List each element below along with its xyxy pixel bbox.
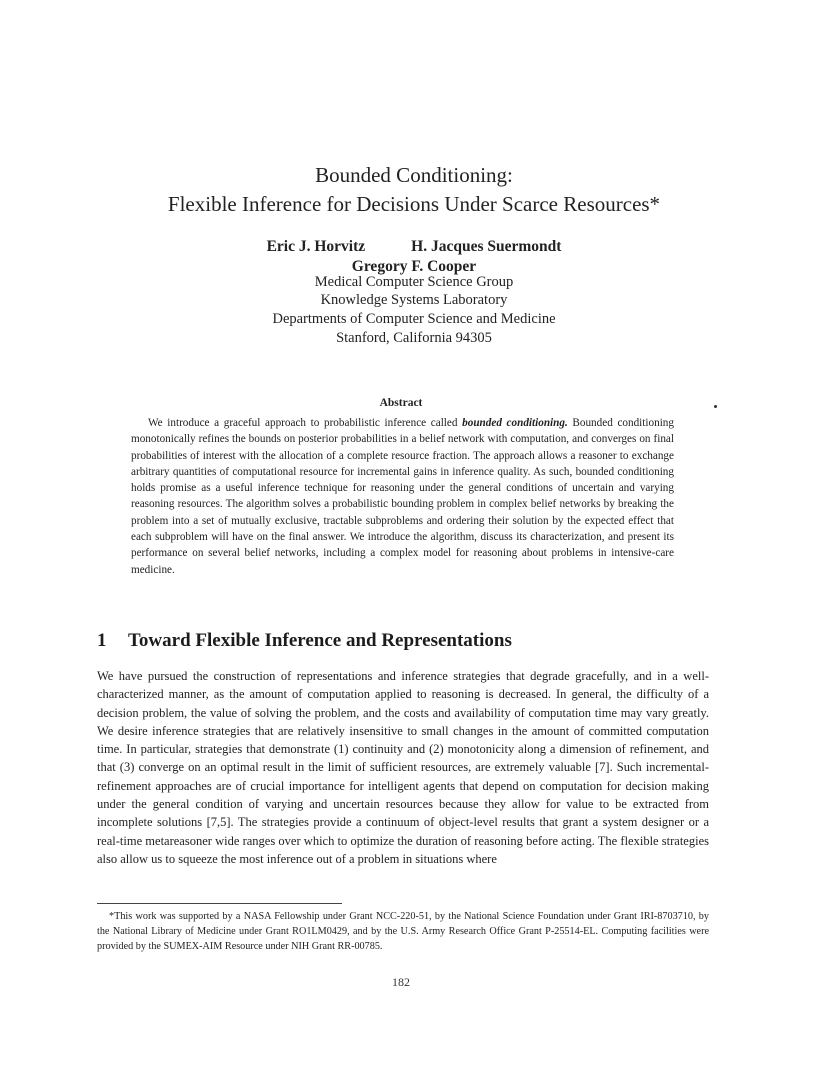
abstract-rest: Bounded conditioning monotonically refines the bounds on posterior probabilities in a belief network with computation, and converges on final probabilities of interest with the allocation of a complete resource fraction. The approach allows a reasoner to exchange arbitrary quantities of computational resource for incremental gains in inference quality. As such, bounded conditioning holds promise as a useful inference technique for reasoning under the general conditions of uncertain and varying reasoning resources. The algorithm solves a probabilistic bounding problem in complex belief networks by breaking the problem into a set of mutually exclusive, tractable subproblems and ordering their solution by the expected effect that each subproblem will have on the final answer. We introduce the algorithm, discuss its characterization, and present its performance on several belief networks, including a complex model for reasoning about problems in intensive-care medicine.: [131, 417, 674, 576]
section-heading: [97, 630, 512, 652]
affiliation-lab: Knowledge Systems Laboratory: [320, 292, 508, 308]
abstract-heading: Abstract: [379, 397, 423, 409]
section-number: 1: [97, 630, 107, 651]
stray-mark: [714, 405, 717, 408]
affiliation-group: Medical Computer Science Group: [314, 274, 514, 290]
section-title: Toward Flexible Inference and Representations: [128, 630, 512, 651]
abstract-intro: We introduce a graceful approach to probabilistic inference called: [148, 417, 463, 429]
paper-title-line-2: Flexible Inference for Decisions Under Scarce Resources*: [167, 192, 661, 216]
affiliation-departments: Departments of Computer Science and Medicine: [272, 311, 556, 327]
abstract-text: [131, 415, 674, 578]
page-number: 182: [392, 975, 410, 989]
abstract-term: bounded conditioning.: [462, 417, 568, 429]
section-body: We have pursued the construction of representations and inference strategies that degrade gracefully, and in a well-characterized manner, as the amount of computation applied to reasoning is decreased. In general, the difficulty of a decision problem, the value of solving the problem, and the costs and availability of computation time may vary greatly. We desire inference strategies that are relatively insensitive to small changes in the amount of committed computation time. In particular, strategies that demonstrate (1) continuity and (2) monotonicity along a dimension of refinement, and that (3) converge on an optimal result in the limit of sufficient resources, are extremely valuable [7]. Such incremental-refinement approaches are of crucial importance for intelligent agents that depend on computation for decision making under the general condition of varying and uncertain resources because they allow for value to be extracted from incomplete solutions [7,5]. The strategies provide a continuum of object-level results that grant a system designer or a real-time metareasoner wide ranges over which to optimize the duration of reasoning before acting. The flexible strategies also allow us to squeeze the most inference out of a problem in situations where: [97, 669, 709, 866]
affiliation-location: Stanford, California 94305: [336, 330, 492, 346]
footnote-text: *This work was supported by a NASA Fellowship under Grant NCC-220-51, by the National Science Foundation under Grant IRI-8703710, by the National Library of Medicine under Grant RO1LM0429, and by the U.S. Army Research Office Grant P-25514-EL. Computing facilities were provided by the SUMEX-AIM Resource under NIH Grant RR-00785.: [97, 911, 709, 952]
author-suermondt: H. Jacques Suermondt: [411, 238, 562, 255]
footnote-rule: [97, 903, 342, 904]
paper-title-line-1: Bounded Conditioning:: [315, 163, 513, 187]
author-cooper: Gregory F. Cooper: [351, 258, 477, 275]
author-list: [0, 238, 828, 275]
author-horvitz: Eric J. Horvitz: [266, 238, 366, 255]
